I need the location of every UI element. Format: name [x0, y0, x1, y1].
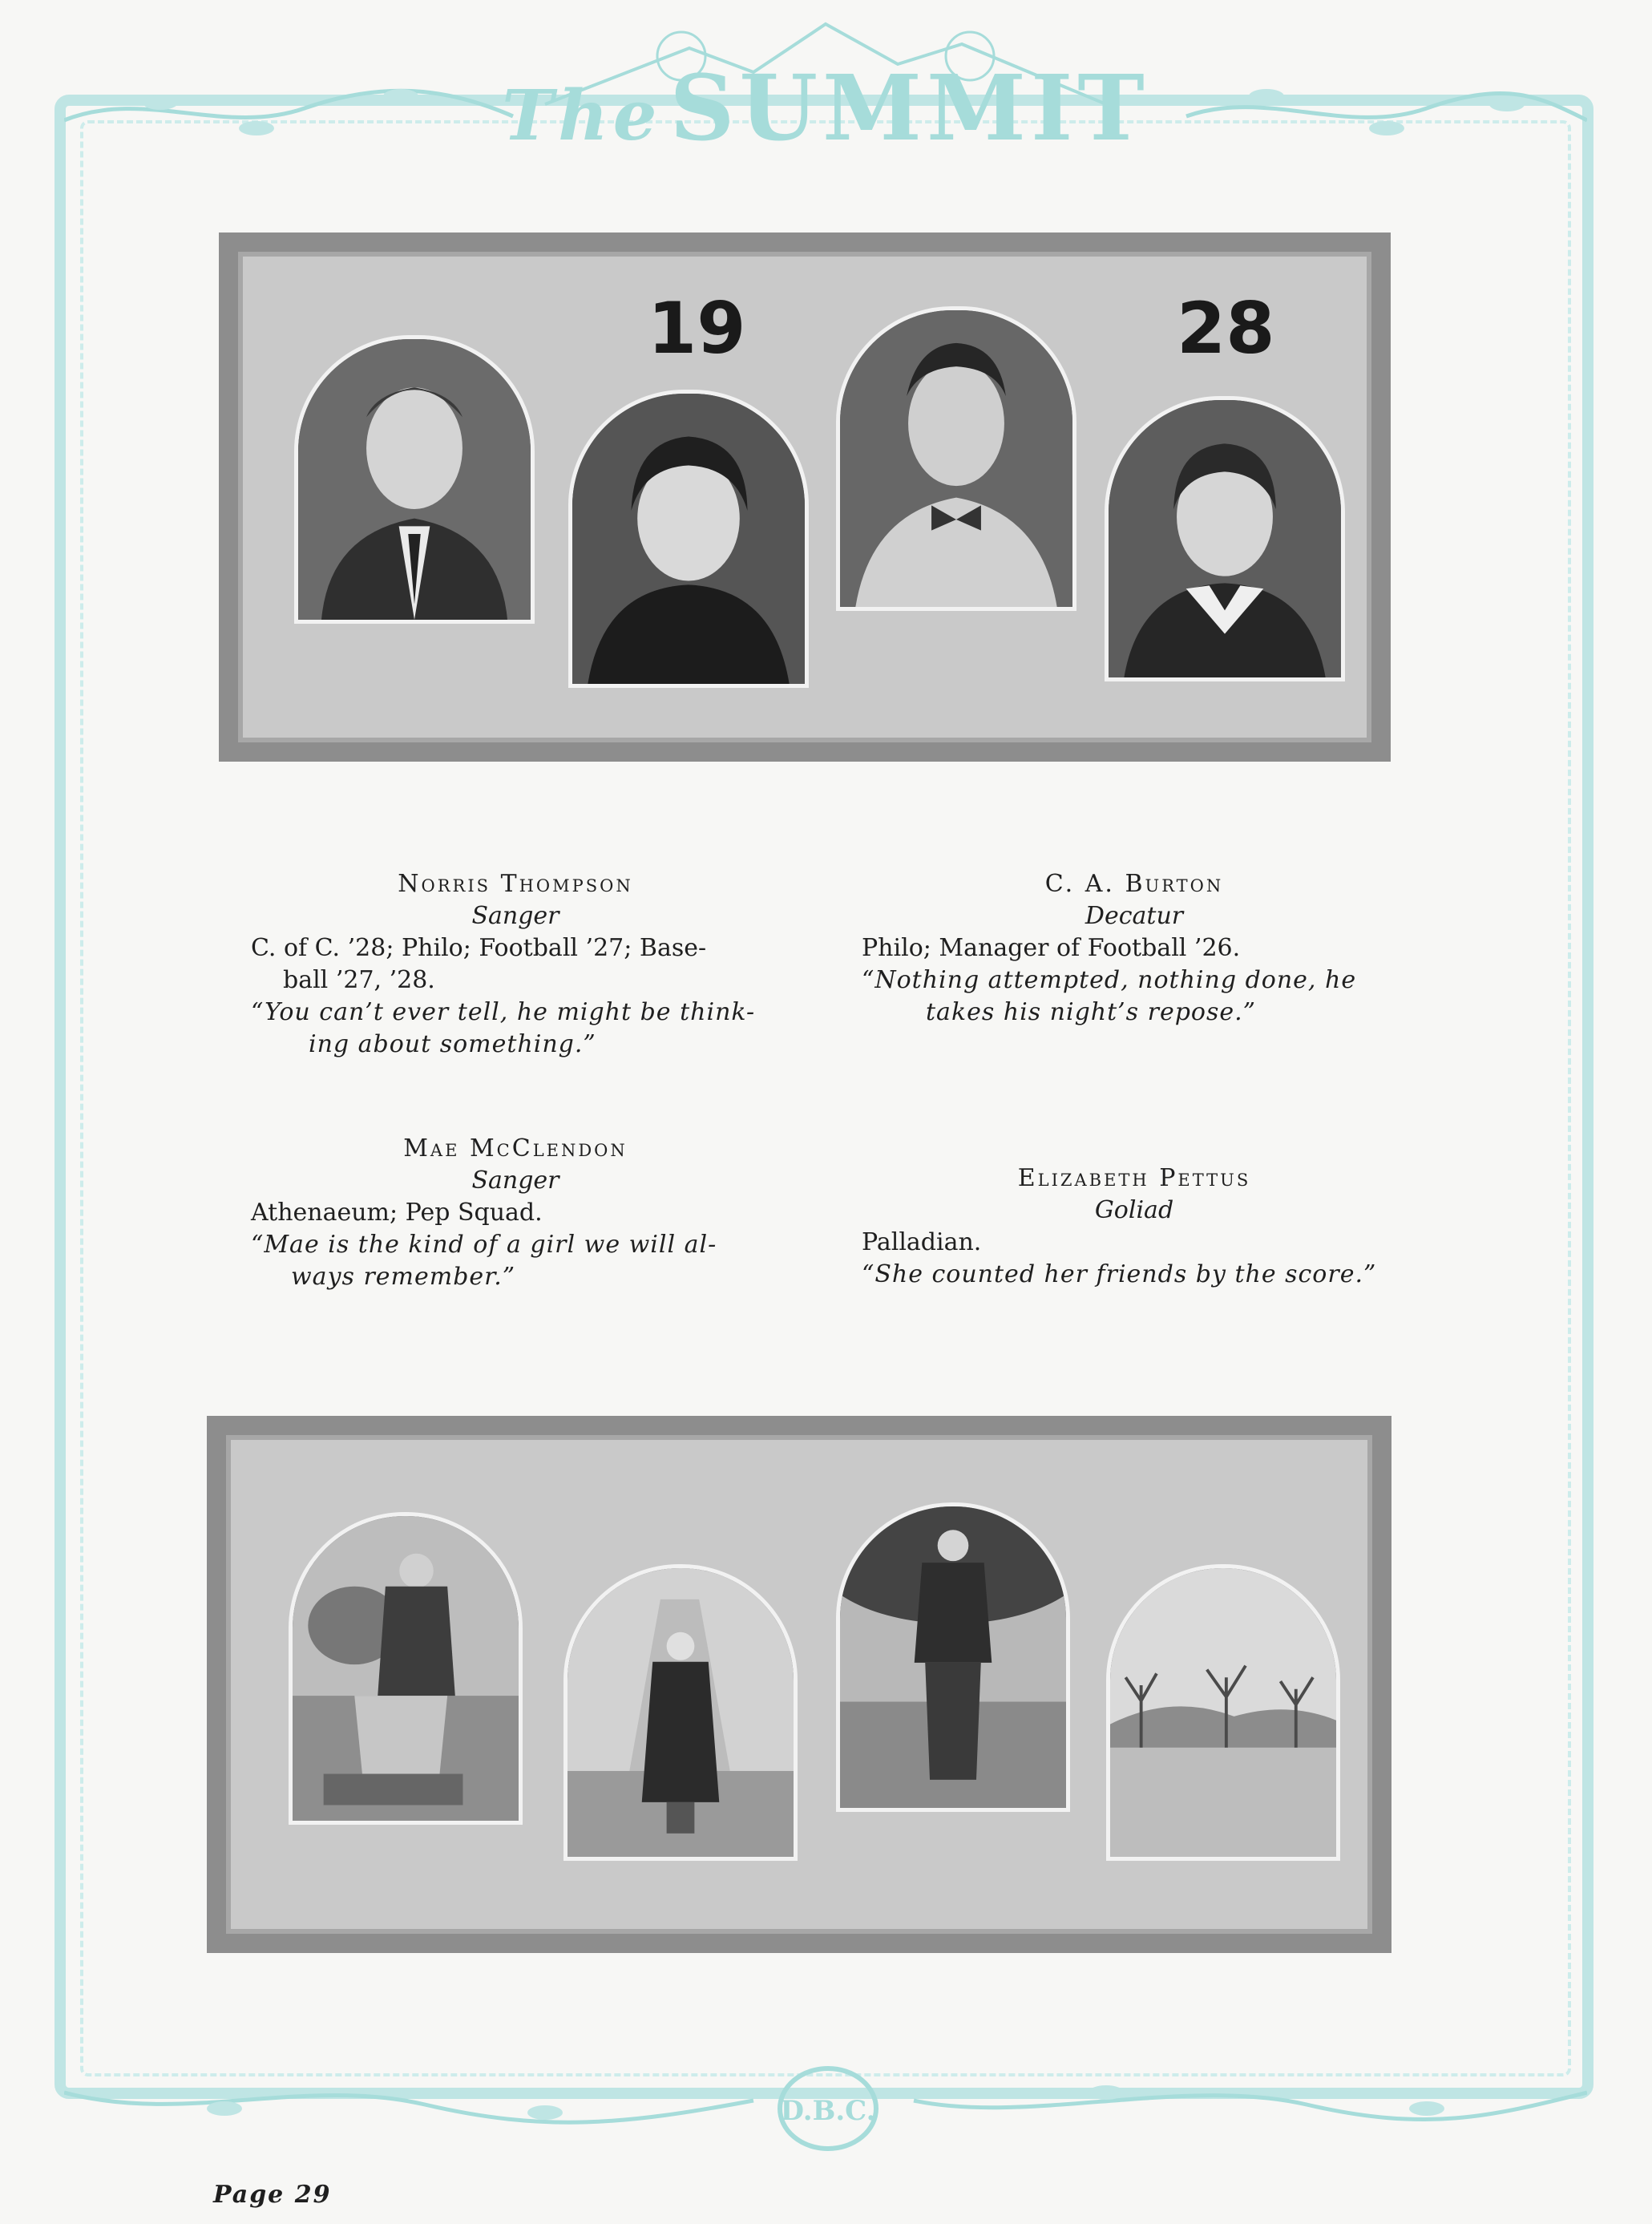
student-quote-line-2: ing about something.” — [309, 1030, 596, 1058]
snapshot-photo-norris — [289, 1512, 523, 1825]
student-quote-line-1: “Mae is the kind of a girl we will al- — [251, 1231, 717, 1259]
student-activities-line-1: Palladian. — [862, 1228, 982, 1256]
seal-monogram: D.B.C. — [780, 2095, 876, 2127]
student-name: Elizabeth Pettus — [1017, 1164, 1251, 1192]
bio-mae-mcclendon — [251, 1133, 780, 1293]
masthead-title — [449, 56, 1202, 161]
student-quote — [862, 1259, 1407, 1291]
year-digit-right: 28 — [1177, 287, 1275, 370]
student-hometown: Sanger — [471, 902, 559, 930]
year-digit-left: 19 — [648, 287, 746, 370]
snapshot-photo-burton — [836, 1502, 1070, 1812]
portrait-photo-norris — [294, 335, 535, 624]
student-hometown: Goliad — [1094, 1196, 1174, 1224]
masthead-the: The — [502, 75, 662, 156]
student-activities — [862, 1227, 1407, 1259]
student-activities — [251, 1197, 780, 1229]
student-activities — [251, 932, 780, 997]
student-quote-line-1: “You can’t ever tell, he might be think- — [251, 998, 756, 1026]
bio-ca-burton — [862, 868, 1407, 1029]
student-activities-line-1: C. of C. ’28; Philo; Football ’27; Base- — [251, 934, 707, 962]
student-activities — [862, 932, 1407, 964]
student-name: Norris Thompson — [398, 870, 633, 898]
student-quote-line-1: “She counted her friends by the score.” — [862, 1260, 1377, 1288]
student-activities-line-2: ball ’27, ’28. — [283, 966, 435, 994]
page-number: Page 29 — [213, 2181, 332, 2209]
masthead-summit: SUMMIT — [669, 56, 1149, 161]
portrait-photo-burton — [836, 306, 1076, 611]
portrait-panel-top — [219, 233, 1391, 762]
bio-norris-thompson — [251, 868, 780, 1061]
student-quote — [251, 997, 780, 1061]
masthead — [449, 16, 1202, 161]
student-quote-line-2: ways remember.” — [291, 1263, 516, 1291]
student-quote — [862, 964, 1407, 1029]
college-seal — [768, 2052, 888, 2157]
snapshot-photo-landscape — [1106, 1564, 1340, 1861]
snapshot-panel-bottom — [207, 1416, 1391, 1953]
student-hometown: Decatur — [1085, 902, 1184, 930]
snapshot-photo-mae — [563, 1564, 798, 1861]
student-name: Mae McClendon — [403, 1134, 628, 1163]
student-quote — [251, 1229, 780, 1293]
bio-elizabeth-pettus — [862, 1163, 1407, 1291]
portrait-photo-mae — [568, 390, 809, 688]
student-activities-line-1: Philo; Manager of Football ’26. — [862, 934, 1241, 962]
student-quote-line-1: “Nothing attempted, nothing done, he — [862, 966, 1357, 994]
student-quote-line-2: takes his night’s repose.” — [926, 998, 1257, 1026]
portrait-photo-elizabeth — [1105, 396, 1345, 681]
student-name: C. A. Burton — [1044, 870, 1224, 898]
student-activities-line-1: Athenaeum; Pep Squad. — [251, 1199, 543, 1227]
student-hometown: Sanger — [471, 1167, 559, 1195]
